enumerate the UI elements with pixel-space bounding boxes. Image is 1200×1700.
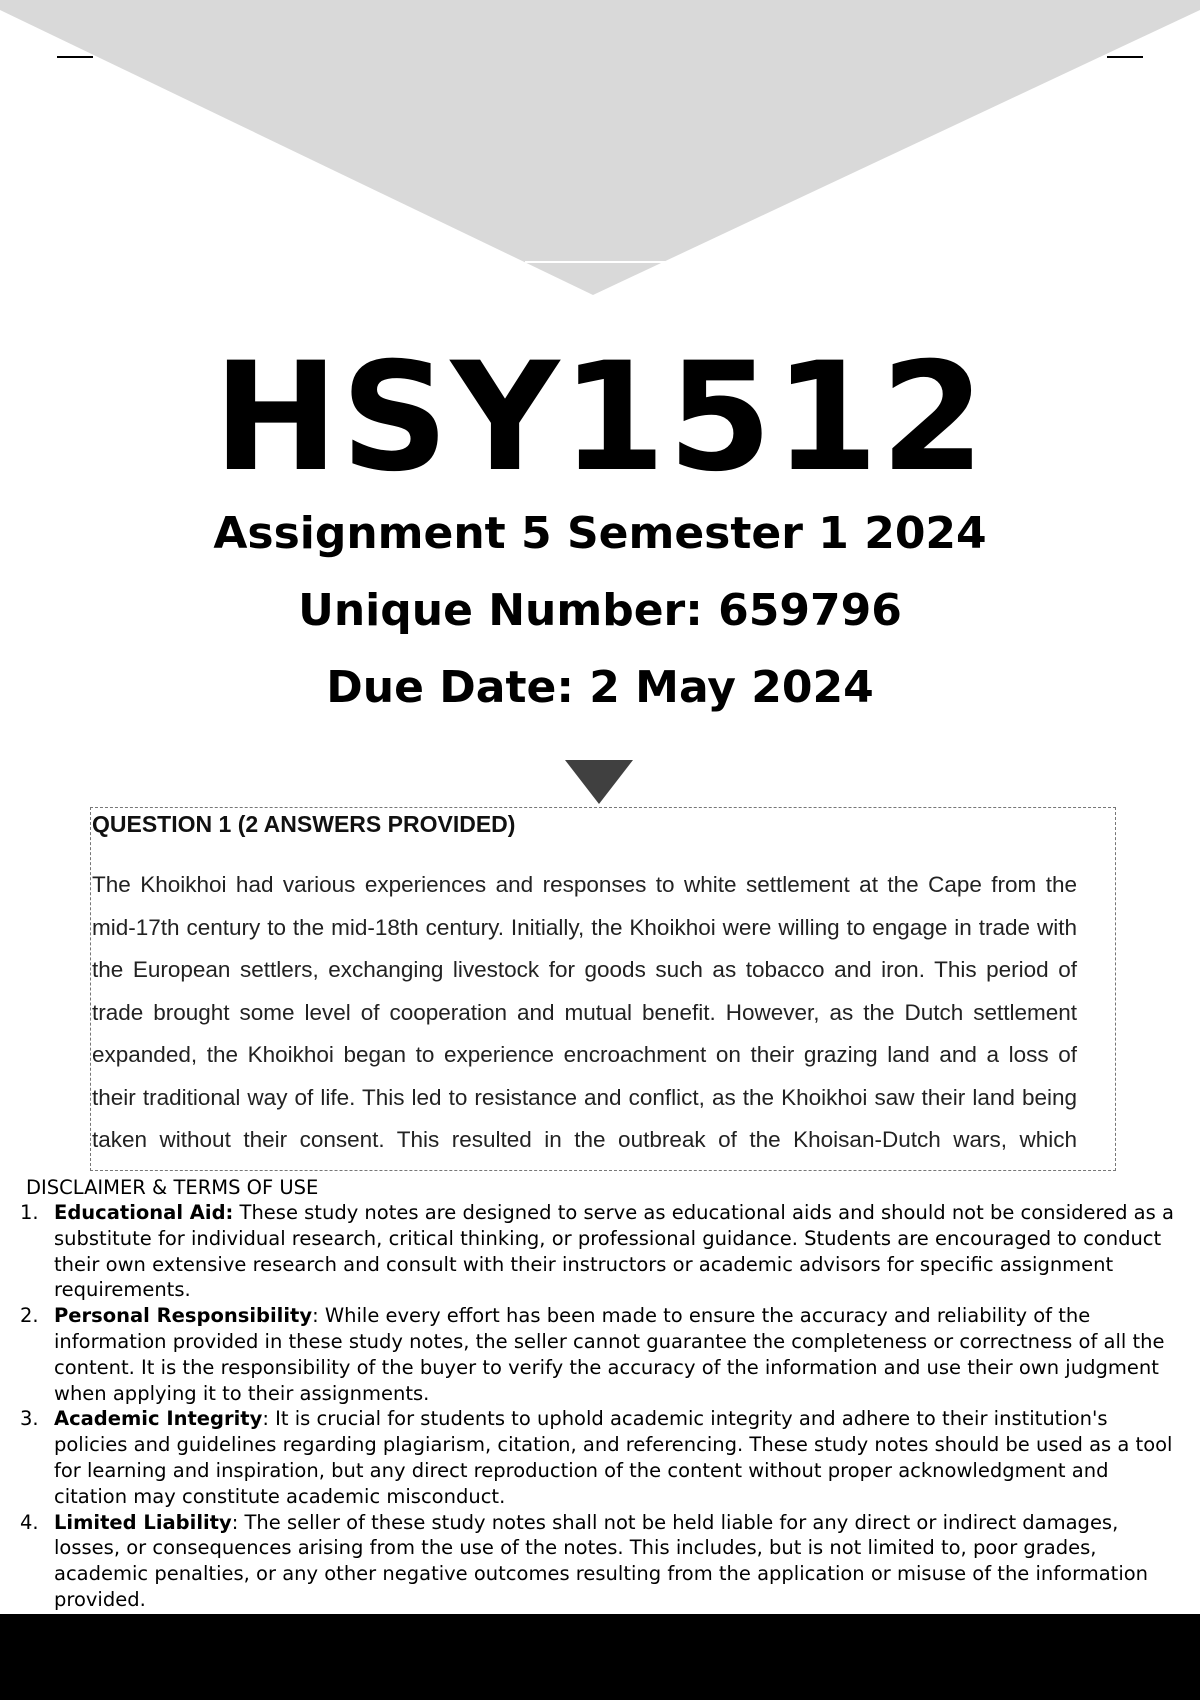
disclaimer-item-heading: Academic Integrity bbox=[54, 1407, 263, 1431]
disclaimer-item bbox=[20, 1406, 1182, 1509]
disclaimer-item-number: 4. bbox=[20, 1510, 39, 1534]
disclaimer-item-text: These study notes are designed to serve as educational aids and should not be considered as a substitute for individual research, critical thinking, or professional guidance. Students are encouraged to conduct their own extensive research and consult with their instructors or academic advisors for specific assignment requirements. bbox=[54, 1201, 1174, 1302]
disclaimer-item-heading: Personal Responsibility bbox=[54, 1304, 313, 1328]
disclaimer-item-text: : While every effort has been made to ensure the accuracy and reliability of the information provided in these study notes, the seller cannot guarantee the completeness or correctness of all the content. It is the responsibility of the buyer to verify the accuracy of the information and use their own judgment when applying it to their assignments. bbox=[54, 1304, 1165, 1405]
corner-crop-mark bbox=[1107, 56, 1143, 58]
header-chevron-banner bbox=[0, 0, 1200, 300]
disclaimer-item bbox=[20, 1200, 1182, 1303]
disclaimer-item-text: : The seller of these study notes shall not be held liable for any direct or indirect damages, losses, or consequences arising from the use of the notes. This includes, but is not limited to, poor grades, academic penalties, or any other negative outcomes resulting from the application or misuse of the information provided. bbox=[54, 1510, 1149, 1611]
corner-crop-mark bbox=[57, 56, 93, 58]
disclaimer-title: DISCLAIMER & TERMS OF USE bbox=[26, 1176, 319, 1199]
disclaimer-item-heading: Limited Liability bbox=[54, 1510, 232, 1534]
course-code-title: HSY1512 bbox=[213, 331, 987, 505]
disclaimer-item-text: : It is crucial for students to uphold academic integrity and adhere to their institution's policies and guidelines regarding plagiarism, citation, and referencing. These study notes should be used as a tool for learning and inspiration, but any direct reproduction of the content without proper acknowledgment and citation may constitute academic misconduct. bbox=[54, 1407, 1173, 1508]
disclaimer-item-number: 2. bbox=[20, 1304, 39, 1328]
disclaimer-item-heading: Educational Aid: bbox=[54, 1201, 234, 1224]
down-triangle-icon bbox=[565, 760, 633, 804]
disclaimer-item-number: 3. bbox=[20, 1407, 39, 1431]
question-preview-box bbox=[90, 807, 1116, 1171]
disclaimer-item bbox=[20, 1510, 1182, 1613]
disclaimer-list bbox=[20, 1200, 1182, 1613]
question-body: The Khoikhoi had various experiences and responses to white settlement at the Cape from the mid-17th century to the mid-18th century. Initially, the Khoikhoi were willing to engage in trade with the European settlers, exchanging livestock for goods such as tobacco and iron. This period of trade brought some level of cooperation and mutual benefit. However, as the Dutch settlement expanded, the Khoikhoi began to experience encroachment on their grazing land and a loss of their traditional way of life. This led to resistance and conflict, as the Khoikhoi saw their land being taken without their consent. This resulted in the outbreak of the Khoisan-Dutch wars, which bbox=[92, 872, 1077, 1152]
due-date-line: Due Date: 2 May 2024 bbox=[326, 662, 874, 713]
unique-number-line: Unique Number: 659796 bbox=[298, 585, 902, 636]
footer-black-bar bbox=[0, 1614, 1200, 1700]
question-title: QUESTION 1 (2 ANSWERS PROVIDED) bbox=[92, 811, 516, 837]
assignment-line: Assignment 5 Semester 1 2024 bbox=[213, 508, 987, 559]
disclaimer-item-number: 1. bbox=[20, 1201, 39, 1224]
disclaimer-item bbox=[20, 1303, 1182, 1406]
